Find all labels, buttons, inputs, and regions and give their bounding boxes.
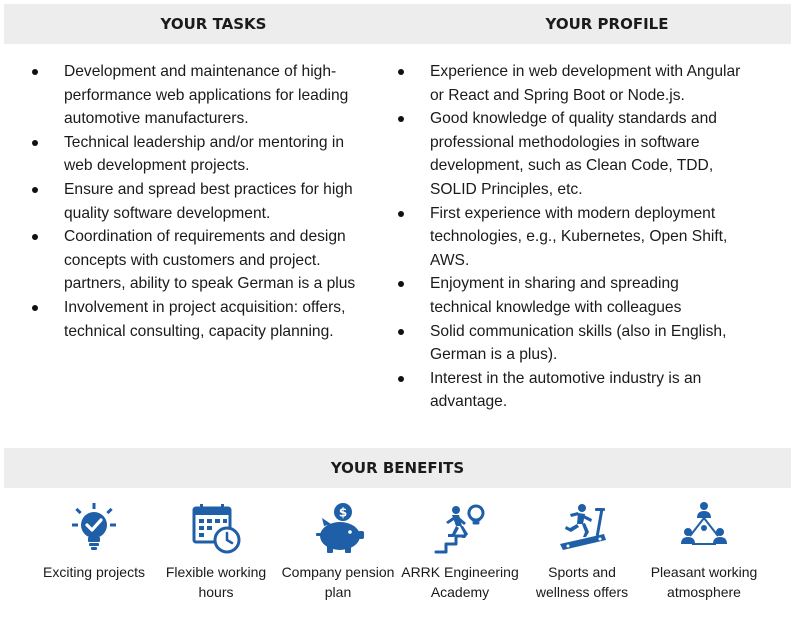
bullet-icon [398, 281, 404, 287]
bullet-icon [398, 211, 404, 217]
bullet-icon [398, 116, 404, 122]
lightbulb-check-icon [66, 500, 122, 556]
benefits-header-bar [4, 448, 791, 488]
benefit-label: ARRK Engineering Academy [401, 564, 519, 600]
tasks-column [30, 60, 375, 343]
list-item: Involvement in project acquisition: offers, technical consulting, capacity planning. [30, 296, 375, 343]
list-item: Technical leadership and/or mentoring in web development projects. [30, 131, 375, 178]
bullet-icon [398, 376, 404, 382]
bullet-icon [32, 69, 38, 75]
benefit-item [642, 500, 766, 602]
profile-heading: YOUR PROFILE [545, 15, 669, 33]
benefit-label: Company pension plan [281, 564, 395, 600]
benefit-item [154, 500, 278, 602]
bullet-icon [32, 187, 38, 193]
profile-column [396, 60, 741, 414]
profile-list [396, 60, 741, 414]
climbing-idea-icon [432, 500, 488, 556]
tasks-heading: YOUR TASKS [160, 15, 267, 33]
team-network-icon [676, 500, 732, 556]
svg-text:$: $ [338, 505, 348, 520]
benefit-item [398, 500, 522, 602]
benefits-heading: YOUR BENEFITS [330, 459, 465, 477]
bullet-icon [32, 234, 38, 240]
list-item: Solid communication skills (also in English, German is a plus). [396, 320, 741, 367]
list-item: Good knowledge of quality standards and professional methodologies in software development, such as Clean Code, TDD, SOLID Principles, etc. [396, 107, 741, 201]
treadmill-runner-icon [554, 500, 610, 556]
benefit-item [520, 500, 644, 602]
list-item: First experience with modern deployment technologies, e.g., Kubernetes, Open Shift, AWS. [396, 202, 741, 273]
benefit-item [276, 500, 400, 602]
list-item: Ensure and spread best practices for high quality software development. [30, 178, 375, 225]
piggy-bank-icon [310, 500, 366, 556]
benefit-label: Exciting projects [43, 564, 145, 580]
list-item: Enjoyment in sharing and spreading technical knowledge with colleagues [396, 272, 741, 319]
tasks-list [30, 60, 375, 343]
benefits-row [4, 500, 791, 610]
calendar-clock-icon [188, 500, 244, 556]
list-item: Interest in the automotive industry is an advantage. [396, 367, 741, 414]
bullet-icon [32, 140, 38, 146]
benefit-label: Pleasant working atmosphere [650, 564, 758, 600]
tasks-profile-header-bar [4, 4, 791, 44]
benefit-item [32, 500, 156, 582]
bullet-icon [398, 329, 404, 335]
list-item: Experience in web development with Angular or React and Spring Boot or Node.js. [396, 60, 741, 107]
list-item: Coordination of requirements and design concepts with customers and project. partners, ability to speak German is a plus [30, 225, 375, 296]
bullet-icon [32, 305, 38, 311]
list-item: Development and maintenance of high-performance web applications for leading automotive manufacturers. [30, 60, 375, 131]
benefit-label: Flexible working hours [165, 564, 267, 600]
bullet-icon [398, 69, 404, 75]
benefit-label: Sports and wellness offers [535, 564, 629, 600]
